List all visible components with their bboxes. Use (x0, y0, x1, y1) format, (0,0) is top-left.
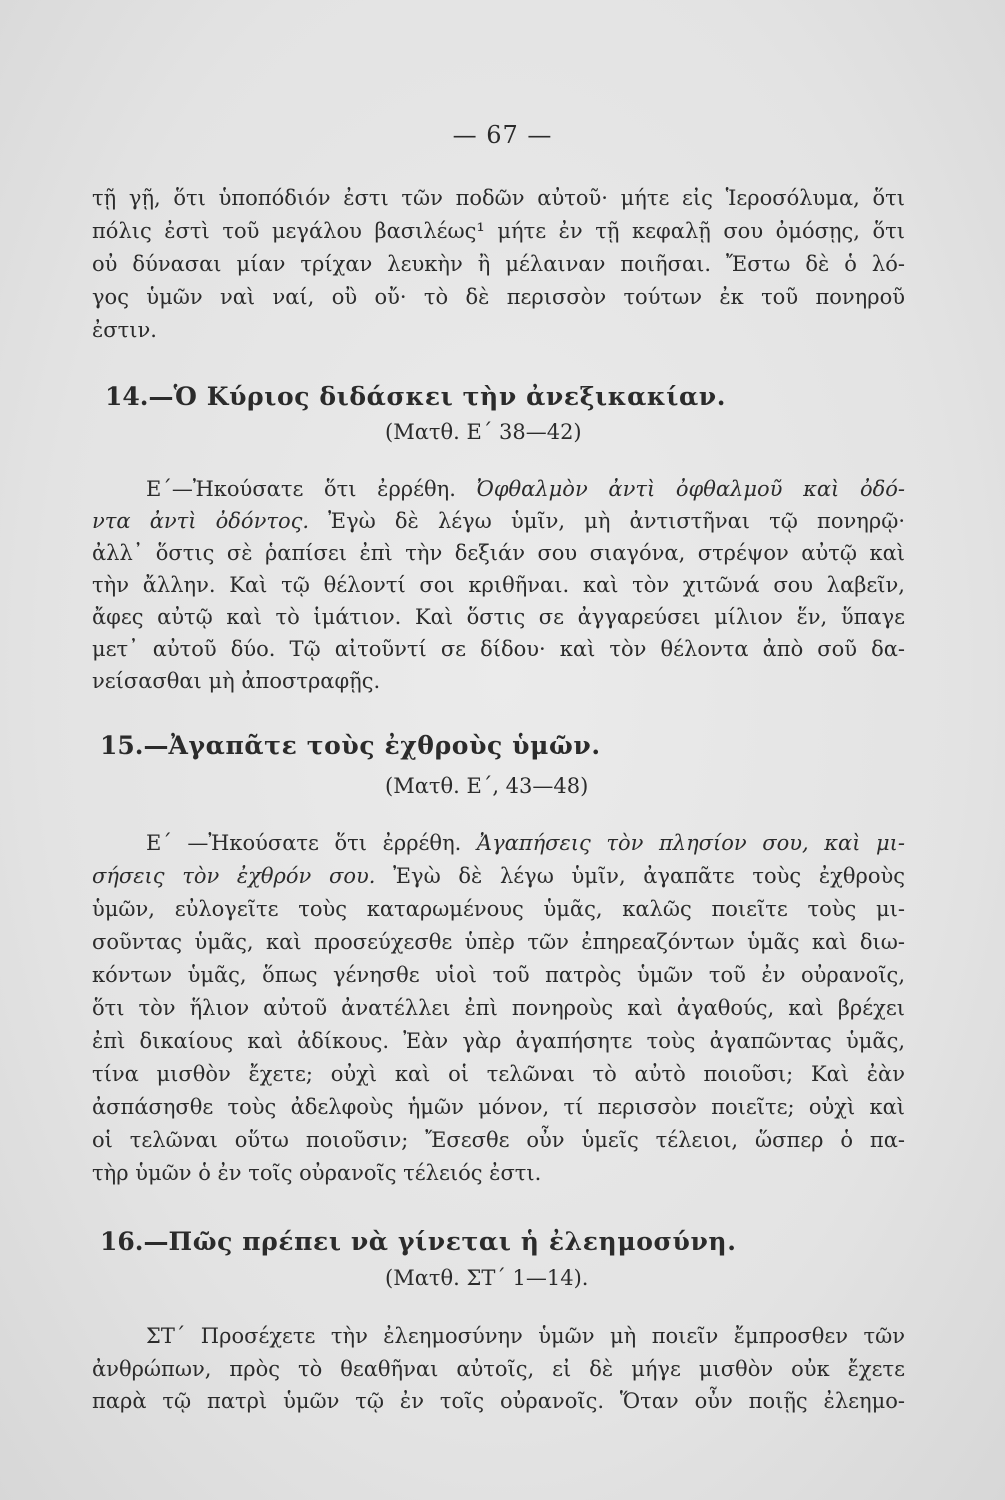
section-number: 16.— (100, 1227, 169, 1256)
quoted-text: Ὀφθαλμὸν ἀντὶ ὀφθαλμοῦ καὶ ὀδό- (476, 477, 905, 501)
scripture-reference: (Ματθ. ΣΤ΄ 1—14). (385, 1266, 589, 1290)
text-line: τῇ γῇ, ὅτι ὑποπόδιόν ἐστι τῶν ποδῶν αὐτοῦ· μήτε εἰς Ἱεροσόλυμα, ὅτι (92, 186, 905, 210)
text-line: τὴν ἄλλην. Καὶ τῷ θέλοντί σοι κριθῆναι. καὶ τὸν χιτῶνά σου λαβεῖν, (92, 573, 905, 597)
text-line: ἀλλ᾽ ὅστις σὲ ῥαπίσει ἐπὶ τὴν δεξιάν σου σιαγόνα, στρέψον αὐτῷ καὶ (92, 541, 905, 565)
text-line: κόντων ὑμᾶς, ὅπως γένησθε υἱοὶ τοῦ πατρὸς ὑμῶν τοῦ ἐν οὐρανοῖς, (92, 963, 905, 987)
text-line (92, 860, 905, 893)
section-heading (100, 729, 601, 763)
quoted-text: Ἀγαπήσεις τὸν πλησίον σου, καὶ μι- (476, 831, 905, 855)
continued-paragraph (92, 182, 905, 347)
text-segment: Ἐγὼ δὲ λέγω ὑμῖν, ἀγαπᾶτε τοὺς ἐχθροὺς (375, 864, 905, 888)
section-title: Ἀγαπᾶτε τοὺς ἐχθροὺς ὑμῶν. (168, 731, 601, 760)
text-line: ὅτι τὸν ἥλιον αὐτοῦ ἀνατέλλει ἐπὶ πονηροὺς καὶ ἀγαθούς, καὶ βρέχει (92, 996, 905, 1020)
scripture-reference: (Ματθ. Ε΄ 38—42) (385, 420, 582, 444)
text-line: τίνα μισθὸν ἔχετε; οὐχὶ καὶ οἱ τελῶναι τὸ αὐτὸ ποιοῦσι; Καὶ ἐὰν (92, 1062, 905, 1086)
section-heading (100, 1225, 737, 1259)
text-line: ἀσπάσησθε τοὺς ἀδελφοὺς ἡμῶν μόνον, τί περισσὸν ποιεῖτε; οὐχὶ καὶ (92, 1095, 905, 1119)
text-line (92, 505, 905, 537)
text-line: ἀνθρώπων, πρὸς τὸ θεαθῆναι αὐτοῖς, εἰ δὲ μήγε μισθὸν οὐκ ἔχετε (92, 1356, 905, 1381)
text-line: ἐστιν. (92, 318, 157, 342)
text-line (92, 827, 905, 860)
text-line: μετ᾽ αὐτοῦ δύο. Τῷ αἰτοῦντί σε δίδου· καὶ τὸν θέλοντα ἀπὸ σοῦ δα- (92, 637, 905, 661)
text-line: τὴρ ὑμῶν ὁ ἐν τοῖς οὐρανοῖς τέλειός ἐστι. (92, 1161, 542, 1185)
text-line (92, 473, 905, 505)
text-line: νείσασθαι μὴ ἀποστραφῇς. (92, 669, 381, 693)
section-heading (105, 380, 726, 414)
text-line: ὑμῶν, εὐλογεῖτε τοὺς καταρωμένους ὑμᾶς, καλῶς ποιεῖτε τοὺς μι- (92, 897, 905, 921)
quoted-text: ντα ἀντὶ ὀδόντος. (92, 509, 310, 533)
text-line: πόλις ἐστὶ τοῦ μεγάλου βασιλέως¹ μήτε ἐν τῇ κεφαλῇ σου ὀμόσῃς, ὅτι (92, 219, 905, 243)
text-line: ἄφες αὐτῷ καὶ τὸ ἱμάτιον. Καὶ ὅστις σε ἀγγαρεύσει μίλιον ἕν, ὕπαγε (92, 605, 905, 629)
text-line: ΣΤ΄ Προσέχετε τὴν ἐλεημοσύνην ὑμῶν μὴ ποιεῖν ἔμπροσθεν τῶν (146, 1324, 905, 1348)
text-segment: Ε΄—Ἠκούσατε ὅτι ἐρρέθη. (146, 477, 477, 501)
section-number: 15.— (100, 731, 169, 760)
section-title: Ὁ Κύριος διδάσκει τὴν ἀνεξικακίαν. (173, 382, 727, 411)
page-number: — 67 — (452, 121, 553, 149)
section-paragraph (92, 1320, 905, 1418)
section-title: Πῶς πρέπει νὰ γίνεται ἡ ἐλεημοσύνη. (168, 1227, 737, 1256)
text-line: παρὰ τῷ πατρὶ ὑμῶν τῷ ἐν τοῖς οὐρανοῖς. Ὅταν οὖν ποιῇς ἐλεημο- (92, 1389, 905, 1413)
section-paragraph (92, 827, 905, 1190)
text-segment: Ἐγὼ δὲ λέγω ὑμῖν, μὴ ἀντιστῆναι τῷ πονηρῷ· (309, 509, 905, 533)
text-segment: Ε΄ —Ἠκούσατε ὅτι ἐρρέθη. (146, 831, 477, 855)
section-number: 14.— (105, 382, 174, 411)
text-line: ἐπὶ δικαίους καὶ ἀδίκους. Ἐὰν γὰρ ἀγαπήσητε τοὺς ἀγαπῶντας ὑμᾶς, (92, 1029, 905, 1053)
text-line: οὐ δύνασαι μίαν τρίχαν λευκὴν ἢ μέλαιναν ποιῆσαι. Ἔστω δὲ ὁ λό- (92, 252, 905, 276)
scripture-reference: (Ματθ. Ε΄, 43—48) (385, 774, 589, 798)
quoted-text: σήσεις τὸν ἐχθρόν σου. (92, 864, 376, 888)
text-line: σοῦντας ὑμᾶς, καὶ προσεύχεσθε ὑπὲρ τῶν ἐπηρεαζόντων ὑμᾶς καὶ διω- (92, 930, 905, 954)
text-line: γος ὑμῶν ναὶ ναί, οὒ οὔ· τὸ δὲ περισσὸν τούτων ἐκ τοῦ πονηροῦ (92, 285, 905, 309)
section-paragraph (92, 473, 905, 697)
text-line: οἱ τελῶναι οὕτω ποιοῦσιν; Ἔσεσθε οὖν ὑμεῖς τέλειοι, ὥσπερ ὁ πα- (92, 1128, 905, 1152)
